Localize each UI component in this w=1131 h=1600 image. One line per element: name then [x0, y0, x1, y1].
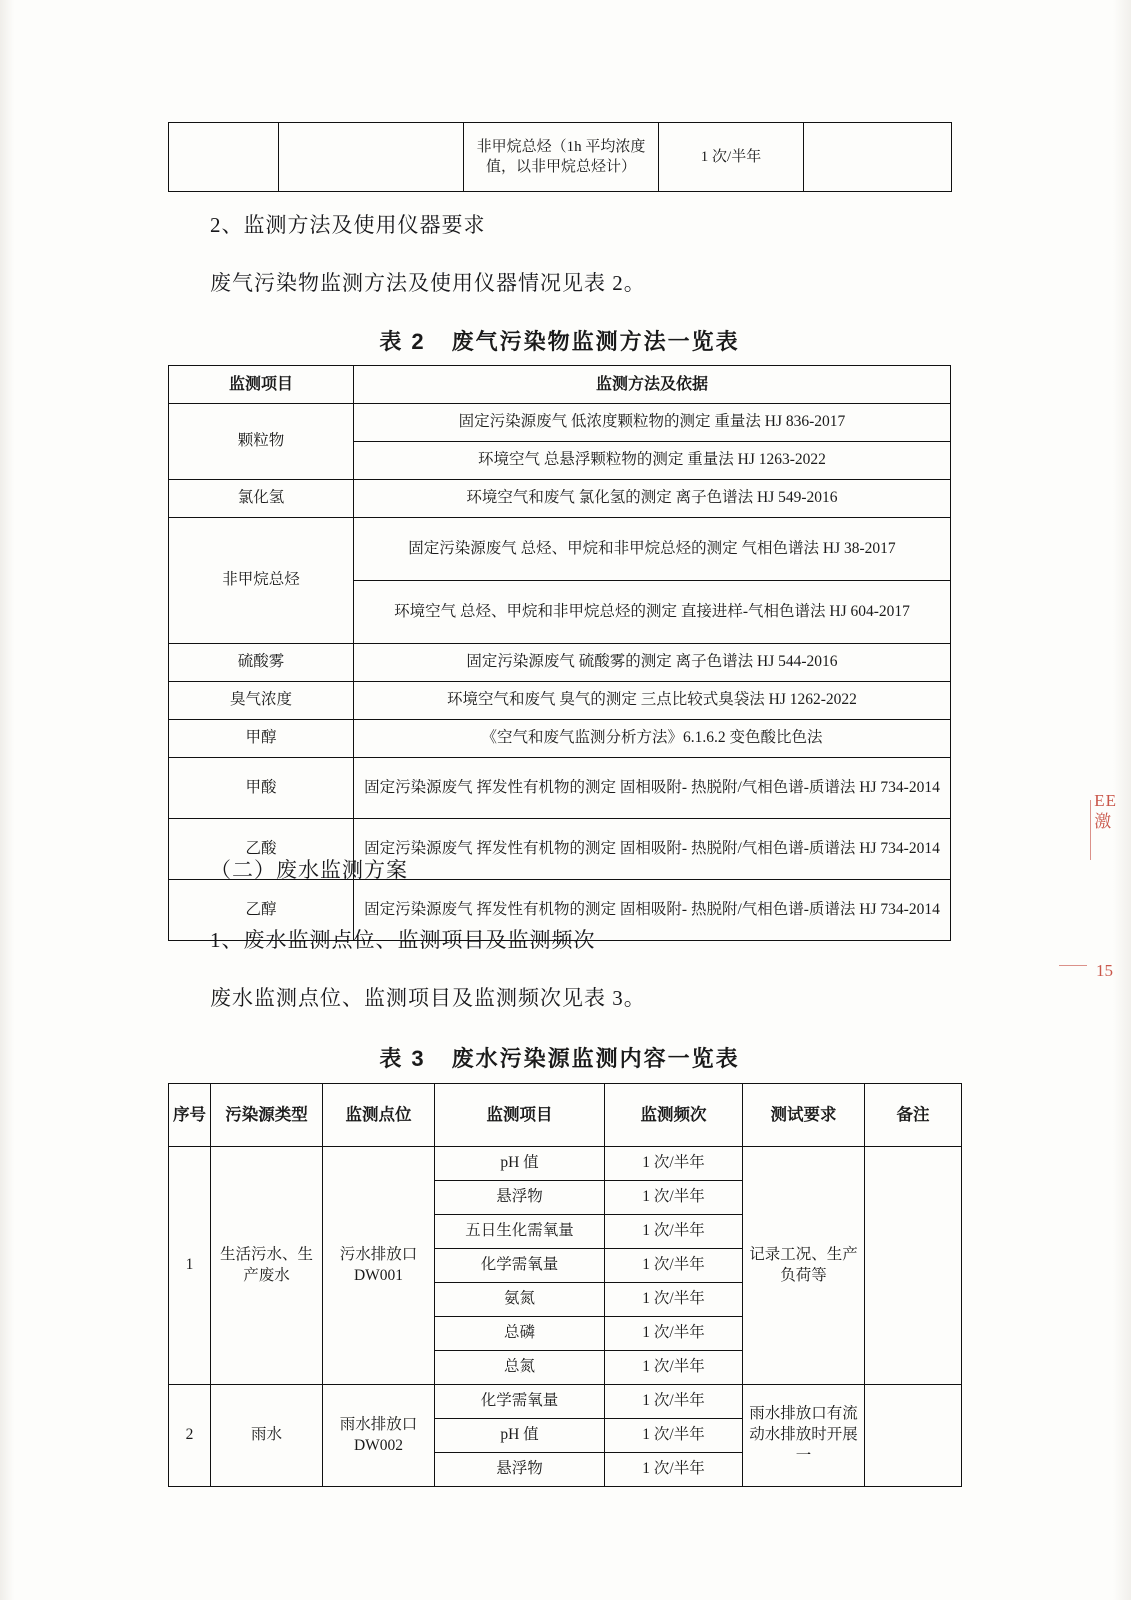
table-row: [169, 644, 951, 682]
table3-wrapper: [168, 1083, 951, 1487]
cell-frequency: 1 次/半年: [605, 1283, 743, 1317]
cell-monitor-item: 总氮: [435, 1351, 605, 1385]
cell-empty-2: [279, 123, 464, 192]
cell-test-requirement: 记录工况、生产负荷等: [743, 1147, 865, 1385]
cell-item: 臭气浓度: [169, 682, 354, 720]
header-remark: 备注: [865, 1084, 962, 1147]
cell-method: 固定污染源废气 低浓度颗粒物的测定 重量法 HJ 836-2017: [354, 404, 951, 442]
cell-empty-3: [804, 123, 952, 192]
section-wastewater-description: [168, 983, 951, 1015]
header-test-requirement: 测试要求: [743, 1084, 865, 1147]
table-row: [169, 404, 951, 442]
cell-empty-1: [169, 123, 279, 192]
cell-method: 固定污染源废气 硫酸雾的测定 离子色谱法 HJ 544-2016: [354, 644, 951, 682]
cell-frequency: 1 次/半年: [605, 1317, 743, 1351]
table2-caption-title: 废气污染物监测方法一览表: [451, 329, 740, 354]
table3-caption-number: 表 3: [379, 1046, 426, 1071]
cell-method: 固定污染源废气 挥发性有机物的测定 固相吸附- 热脱附/气相色谱-质谱法 HJ 734-2014: [354, 880, 951, 941]
cell-method: 固定污染源废气 挥发性有机物的测定 固相吸附- 热脱附/气相色谱-质谱法 HJ 734-2014: [354, 758, 951, 819]
section-wastewater-1: [168, 925, 951, 957]
cell-item: 甲酸: [169, 758, 354, 819]
cell-seq: 1: [169, 1147, 211, 1385]
cell-monitor-item: 悬浮物: [435, 1181, 605, 1215]
cell-monitor-point: 污水排放口 DW001: [323, 1147, 435, 1385]
cell-frequency: 1 次/半年: [605, 1419, 743, 1453]
cell-monitor-item: pH 值: [435, 1147, 605, 1181]
section-2-heading: [168, 210, 951, 242]
header-monitor-item: 监测项目: [169, 366, 354, 404]
table2-caption: [168, 325, 951, 356]
cell-monitor-item: 总磷: [435, 1317, 605, 1351]
table3-caption: [168, 1042, 951, 1073]
cell-monitor-item: 五日生化需氧量: [435, 1215, 605, 1249]
cell-frequency: 1 次/半年: [605, 1453, 743, 1487]
red-stamp-stroke-2: [1059, 965, 1087, 966]
header-method: 监测方法及依据: [354, 366, 951, 404]
table2-caption-number: 表 2: [379, 329, 426, 354]
cell-method: 固定污染源废气 总烃、甲烷和非甲烷总烃的测定 气相色谱法 HJ 38-2017: [354, 518, 951, 581]
table-row: [169, 480, 951, 518]
cell-item: 乙醇: [169, 880, 354, 941]
cell-method: 环境空气和废气 臭气的测定 三点比较式臭袋法 HJ 1262-2022: [354, 682, 951, 720]
cell-monitor-point: 雨水排放口 DW002: [323, 1385, 435, 1487]
table-row: [169, 1147, 962, 1181]
table-header-row: [169, 366, 951, 404]
section-wastewater-description-text: 废水监测点位、监测项目及监测频次见表 3。: [210, 986, 646, 1010]
cell-frequency: 1 次/半年: [659, 123, 804, 192]
red-stamp-mark-1-line1: EE: [1094, 791, 1117, 810]
section-er-heading-text: （二）废水监测方案: [210, 858, 408, 882]
table-row: [169, 682, 951, 720]
cell-monitor-item: 氨氮: [435, 1283, 605, 1317]
cell-remark: [865, 1385, 962, 1487]
cell-monitor-item: 化学需氧量: [435, 1385, 605, 1419]
table-row: [169, 758, 951, 819]
cell-seq: 2: [169, 1385, 211, 1487]
cell-item: 非甲烷总烃: [169, 518, 354, 644]
cell-frequency: 1 次/半年: [605, 1215, 743, 1249]
cell-monitor-item: 悬浮物: [435, 1453, 605, 1487]
cell-frequency: 1 次/半年: [605, 1351, 743, 1385]
cell-item: 乙酸: [169, 819, 354, 880]
cell-method: 环境空气和废气 氯化氢的测定 离子色谱法 HJ 549-2016: [354, 480, 951, 518]
cell-source-type: 雨水: [211, 1385, 323, 1487]
cell-method: 《空气和废气监测分析方法》6.1.6.2 变色酸比色法: [354, 720, 951, 758]
header-monitor-item: 监测项目: [435, 1084, 605, 1147]
table-row: [169, 720, 951, 758]
table3-caption-title: 废水污染源监测内容一览表: [451, 1046, 740, 1071]
cell-method: 固定污染源废气 挥发性有机物的测定 固相吸附- 热脱附/气相色谱-质谱法 HJ 734-2014: [354, 819, 951, 880]
cell-monitor-item: 化学需氧量: [435, 1249, 605, 1283]
header-seq: 序号: [169, 1084, 211, 1147]
cell-frequency: 1 次/半年: [605, 1385, 743, 1419]
red-stamp-mark-2: 15: [1096, 961, 1113, 980]
table-row: [169, 123, 952, 192]
cell-item: 甲醇: [169, 720, 354, 758]
header-monitor-point: 监测点位: [323, 1084, 435, 1147]
continued-table-top: [168, 122, 951, 192]
cell-item: 颗粒物: [169, 404, 354, 480]
cell-frequency: 1 次/半年: [605, 1181, 743, 1215]
section-2-description: [168, 268, 951, 300]
cell-method: 环境空气 总烃、甲烷和非甲烷总烃的测定 直接进样-气相色谱法 HJ 604-2017: [354, 581, 951, 644]
red-stamp-stroke-1: [1090, 800, 1091, 860]
cell-remark: [865, 1147, 962, 1385]
cell-item: 氯化氢: [169, 480, 354, 518]
table-row: [169, 1385, 962, 1419]
section-wastewater-1-text: 1、废水监测点位、监测项目及监测频次: [210, 928, 596, 952]
cell-monitor-item: pH 值: [435, 1419, 605, 1453]
cell-monitor-item: 非甲烷总烃（1h 平均浓度值，以非甲烷总烃计）: [464, 123, 659, 192]
cell-source-type: 生活污水、生产废水: [211, 1147, 323, 1385]
scan-edge-left: [0, 0, 14, 1600]
cell-test-requirement: 雨水排放口有流动水排放时开展一: [743, 1385, 865, 1487]
section-er-heading: [168, 855, 951, 887]
header-source-type: 污染源类型: [211, 1084, 323, 1147]
red-stamp-mark-1: [1094, 790, 1117, 833]
table-header-row: [169, 1084, 962, 1147]
cell-method: 环境空气 总悬浮颗粒物的测定 重量法 HJ 1263-2022: [354, 442, 951, 480]
cell-item: 硫酸雾: [169, 644, 354, 682]
cell-frequency: 1 次/半年: [605, 1249, 743, 1283]
table-row: [169, 518, 951, 581]
section-2-description-text: 废气污染物监测方法及使用仪器情况见表 2。: [210, 271, 646, 295]
red-stamp-mark-1-line2: 激: [1094, 812, 1113, 832]
section-2-heading-text: 2、监测方法及使用仪器要求: [210, 213, 486, 237]
header-frequency: 监测频次: [605, 1084, 743, 1147]
cell-frequency: 1 次/半年: [605, 1147, 743, 1181]
